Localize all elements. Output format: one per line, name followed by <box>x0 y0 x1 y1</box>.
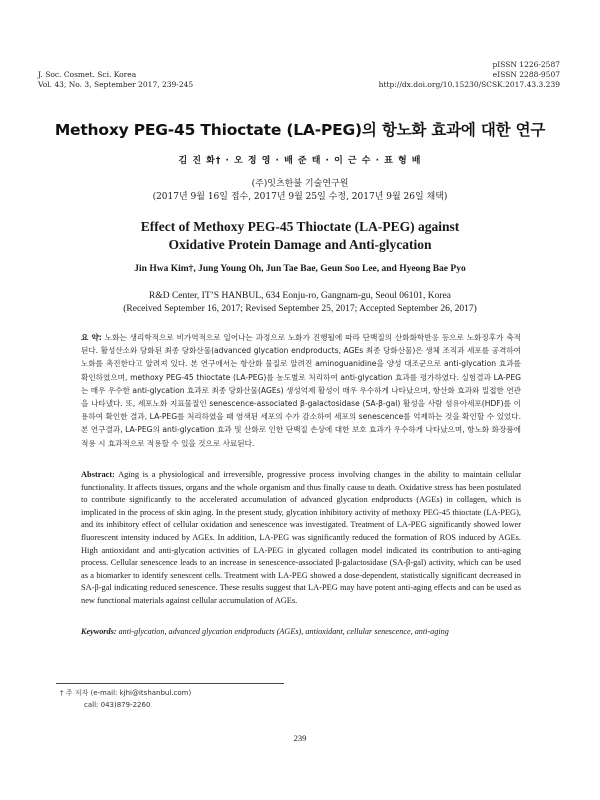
korean-abstract-label: 요 약: <box>81 333 102 342</box>
footnote <box>60 687 191 711</box>
english-abstract <box>81 469 521 608</box>
english-title-line1: Effect of Methoxy PEG-45 Thioctate (LA-PEG) against <box>140 219 460 234</box>
korean-authors: 김 진 화† · 오 정 영 · 배 준 태 · 이 근 수 · 표 형 배 <box>178 156 422 166</box>
english-authors: Jin Hwa Kim†, Jung Young Oh, Jun Tae Bae, Geun Soo Lee, and Hyeong Bae Pyo <box>134 264 466 274</box>
eissn: eISSN 2288-9507 <box>492 70 560 79</box>
english-affiliation: R&D Center, IT’S HANBUL, 634 Eonju-ro, Gangnam-gu, Seoul 06101, Korea <box>149 291 451 301</box>
footnote-corresponding-author: † 주 저자 (e-mail: kjhi@itshanbul.com) <box>60 689 192 697</box>
pissn: pISSN 1226-2587 <box>492 60 560 69</box>
page-number: 239 <box>293 733 307 743</box>
korean-dates: (2017년 9월 16일 접수, 2017년 9월 25일 수정, 2017년 9월 26일 채택) <box>152 192 448 202</box>
korean-abstract-text: 노화는 생리학적으로 비가역적으로 일어나는 과정으로 노화가 진행될에 따라 단백질의 산화화학반응 등으로 노화징후가 축적된다. 활성산소와 당화된 최종 당화산물(advanced glycation endproducts, AGEs 최종 당화산물)은 생체 조직과 세포를 공격하여 노화를 촉진한다고 알려져 있다. 본 연구에서는 항산화 물질로 알려진 aminoguanidine을 양성 대조군으로 anti-glycation 효과를 확인하였으며, methoxy PEG-45 thioctate (LA-PEG)를 농도별로 처리하여 anti-glycation 효과를 평가하였다. 실험결과 LA-PEG는 매우 우수한 anti-glycation 효과로 최종 당화산물(AGEs) 생성억제 활성이 매우 우수하게 나타났으며, 항산화 효과와 밀접한 연관을 나타냈다. 또, 세포노화 지표물질인 senescence-associated β-galactosidase (SA-β-gal) 활성을 사람 섬유아세포(HDF)를 이용하여 확인한 결과, LA-PEG를 처리하였을 때 염색된 세포의 수가 감소하여 세포의 senescence를 억제하는 것을 확인할 수 있었다. 본 연구결과, LA-PEG의 anti-glycation 효과 및 산화로 인한 단백질 손상에 대한 보호 효과가 우수하게 나타났으며, 항노화 화장품에 적용 시 효과적으로 적용할 수 있을 것으로 사료된다. <box>81 333 521 448</box>
english-abstract-label: Abstract: <box>81 470 115 479</box>
journal-header-left <box>38 70 193 90</box>
english-title-line2: Oxidative Protein Damage and Anti-glycation <box>168 237 432 252</box>
footnote-divider <box>56 683 284 684</box>
english-abstract-text: Aging is a physiological and irreversible, progressive process involving changes in the ability to maintain cellular functionality. It affects tissues, organs and the whole organism and thus finally cause to death. Oxidative stress has been postulated to contribute significantly to the accelerated accumulation of advanced glycation endproducts (AGEs) in collagen, which is implicated in the process of skin aging. In the present study, glycation inhibitory activity of methoxy PEG-45 thioctate (LA-PEG), and its inhibitory effect of cellular oxidation and senescence was investigated. Treatment of LA-PEG significantly showed lower fluorescent intensity induced by AGEs. In addition, LA-PEG was significantly reduced the formation of ROS induced by AGEs. High antioxidant and anti-glycation activities of LA-PEG in glycated collagen model indicated its contribution to anti-aging process. Cellular senescence leads to an increase in senescence-associated β-galactosidase (SA-β-gal) activity, which can be used as a biomarker to identify senescent cells. Treatment with LA-PEG showed a dose-dependent, statistically significant decreased in SA-β-gal indicating reduced senescence. These results suggest that LA-PEG may have potent anti-aging effects and can be used as new functional materials against cellular accumulation of AGEs. <box>81 470 522 605</box>
korean-affiliation: (주)잇츠한불 기술연구원 <box>251 179 349 189</box>
doi-link[interactable]: http://dx.doi.org/10.15230/SCSK.2017.43.3.239 <box>378 80 560 89</box>
volume-info: Vol. 43, No. 3, September 2017, 239-245 <box>38 80 194 89</box>
english-title <box>0 218 600 254</box>
korean-abstract <box>81 331 521 450</box>
keywords-text: anti-glycation, advanced glycation endproducts (AGEs), antioxidant, cellular senescence, anti-aging <box>118 627 449 636</box>
footnote-phone: call: 043)879-2260 <box>84 701 151 709</box>
journal-name: J. Soc. Cosmet. Sci. Korea <box>38 70 137 79</box>
keywords <box>81 626 521 637</box>
keywords-label: Keywords: <box>81 627 117 636</box>
korean-title: Methoxy PEG-45 Thioctate (LA-PEG)의 항노화 효과에 대한 연구 <box>54 121 546 139</box>
english-dates: (Received September 16, 2017; Revised September 25, 2017; Accepted September 26, 2017) <box>123 304 477 314</box>
journal-header-right <box>379 60 560 90</box>
